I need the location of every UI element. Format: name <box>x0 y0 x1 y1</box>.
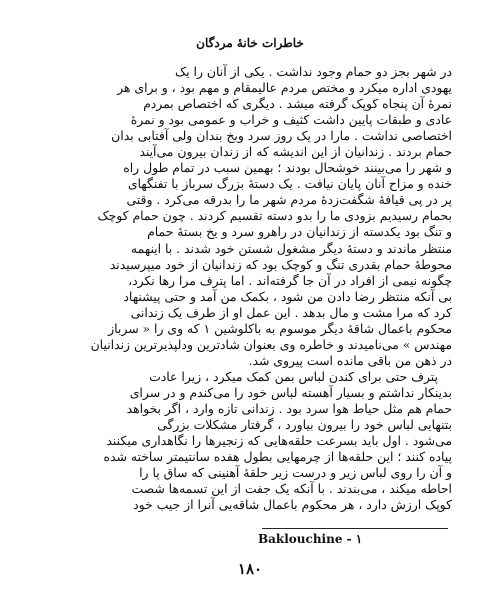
text-line: چگونه نیمی از افراد در آن جا گرفته‌اند . اما پترف مرا رها نکرد، <box>128 272 452 288</box>
body-text <box>52 64 452 513</box>
text-line: یهودی اداره میکرد و مختص مردم عالیمقام و مهم بود ، و برای هر <box>117 80 452 96</box>
text-line: حمام هم مثل حیاط هوا سرد بود . زندانی تازه وارد ، اگر بخواهد <box>126 400 452 416</box>
text-line: محوطهٔ حمام بقدری تنگ و کوچک بود که زندانیان از خود میپرسیدند <box>109 256 452 272</box>
text-line: اختصاصی نداشت . مارا در یک روز سرد وبخ بندان ولی آفتابی بدان <box>111 128 452 144</box>
running-header: خاطرات خانهٔ مردگان <box>196 36 304 50</box>
text-line: خنده و مزاح آنان پایان نیافت . یک دستهٔ بزرگ سرباز با تفنگهای <box>127 176 452 192</box>
text-line: محکوم باعمال شاقهٔ دیگر موسوم به باکلوشین ۱ که وی را « سرباز <box>108 320 452 336</box>
text-line: پر در پی قیافهٔ شگفت‌زدهٔ مردم شهر ما را بدرقه می‌کرد . وقتی <box>126 192 452 208</box>
text-line: بدینکار نداشتم و بسیار آهسته لباس خود را می‌کندم و در سرای <box>129 384 452 400</box>
page-number: ۱۸۰ <box>237 560 263 578</box>
text-line: بی آنکه منتظر رضا دادن من شود ، بکمک من آمد و حتی پیشنهاد <box>123 288 452 304</box>
text-line: عادی و طبقات پایین داشت کثیف و خراب و عمومی بود و نمرهٔ <box>130 112 452 128</box>
text-line: کرد که مرا مشت و مال بدهد . این عمل او از طرف یک زندانی <box>130 304 452 320</box>
text-line: حمام بردند . زندانیان از این اندیشه که از زندان بیرون می‌آیند <box>139 144 452 160</box>
text-line: احاطه میکند ، می‌بندند . با آنکه یک جفت از این تسمه‌ها شصت <box>131 481 452 497</box>
text-line: و شهر را می‌بینند خوشحال بودند ؛ بهمین سبب در تمام طول راه <box>123 160 452 176</box>
text-line: و آن را روی لباس زیر و درست زیر حلقهٔ آهنینی که ساق پا را <box>139 465 452 481</box>
text-line: در شهر بجز دو حمام وجود نداشت . یکی از آنان را یک <box>175 64 452 79</box>
text-line: پیاده کنند ؛ این حلقه‌ها از چرمهایی بطول هفده سانتیمتر ساخته شده <box>103 449 452 465</box>
text-line: پترف حتی برای کندن لباس بمن کمک میکرد ، زیرا عادت <box>149 368 438 384</box>
text-line: بحمام رسیدیم بزودی ما را بدو دسته تقسیم کردند . چون حمام کوچک <box>97 208 452 224</box>
footnote-rule <box>262 528 448 529</box>
text-line: در ذهن من باقی مانده است پیروی شد. <box>248 352 452 368</box>
footnote: Baklouchine - ۱ <box>258 532 363 546</box>
text-line: و تنگ بود یکدسته از زندانیان در راهرو سرد و یخ بستهٔ حمام <box>147 224 452 240</box>
text-line: کوپک ارزش دارد ، هر محکوم باعمال شاقه‌یی آنرا از جیب خود <box>133 497 452 513</box>
text-line: منتظر ماندند و دستهٔ دیگر مشغول شستن خود شدند . با اینهمه <box>130 240 452 256</box>
text-line: مهندس » می‌نامیدند و خاطره وی بعنوان شادترین ودلپذیرترین زندانیان <box>90 336 452 352</box>
text-line: می‌شود . اول باید بسرعت حلقه‌هایی که زنجیرها را نگاهداری میکنند <box>106 433 452 449</box>
text-line: نمرهٔ آن پنجاه کوپک گرفته میشد . دیگری که اختصاص بمردم <box>143 96 452 112</box>
text-line: بتنهایی لباس خود را بیرون بیاورد ، گرفتار مشکلات بزرگی <box>157 417 452 433</box>
